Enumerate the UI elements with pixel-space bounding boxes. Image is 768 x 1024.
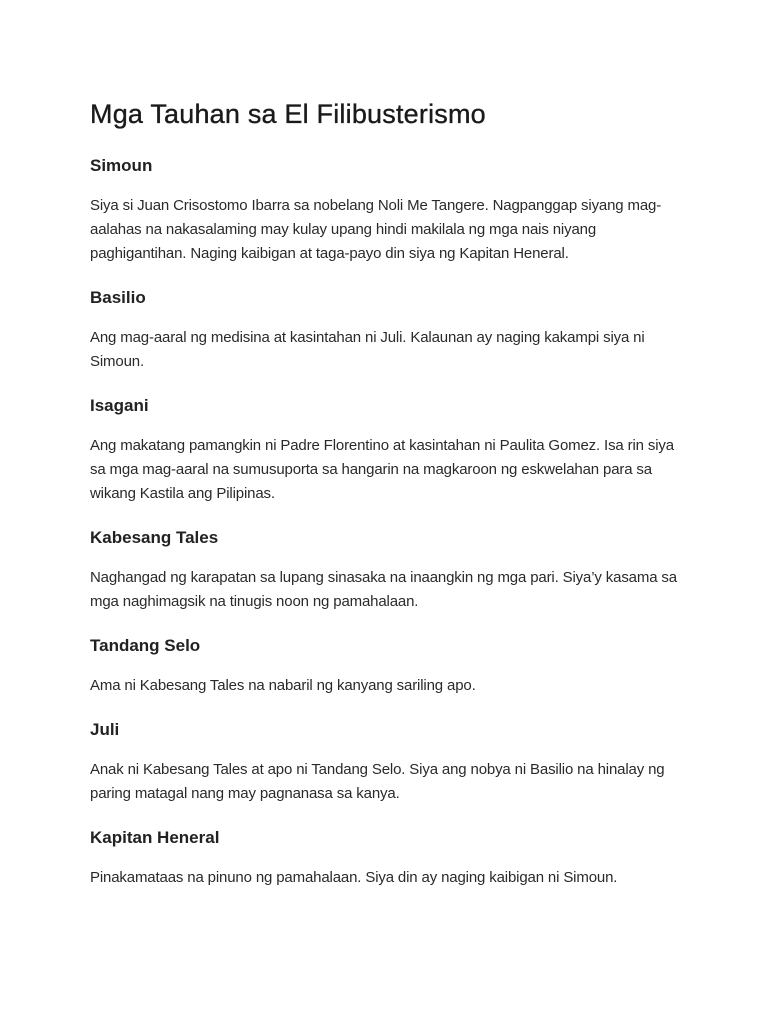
document-page — [90, 96, 690, 910]
character-name: Simoun — [90, 156, 153, 175]
character-description: Ang mag-aaral ng medisina at kasintahan ni Juli. Kalaunan ay naging kakampi siya ni Simoun. — [90, 329, 645, 370]
character-section-simoun — [90, 154, 690, 266]
character-name: Basilio — [90, 288, 146, 307]
document-title: Mga Tauhan sa El Filibusterismo — [90, 99, 486, 129]
character-description: Anak ni Kabesang Tales at apo ni Tandang Selo. Siya ang nobya ni Basilio na hinalay ng paring matagal nang may pagnanasa sa kanya. — [90, 761, 665, 802]
character-section-kapitan-heneral — [90, 826, 690, 890]
character-name: Isagani — [90, 396, 149, 415]
character-description: Pinakamataas na pinuno ng pamahalaan. Siya din ay naging kaibigan ni Simoun. — [90, 869, 618, 886]
character-section-kabesang-tales — [90, 526, 690, 614]
character-section-isagani — [90, 394, 690, 506]
character-description: Siya si Juan Crisostomo Ibarra sa nobelang Noli Me Tangere. Nagpanggap siyang mag-aalahas na nakasalaming may kulay upang hindi makilala ng mga nais niyang paghigantihan. Naging kaibigan at taga-payo din siya ng Kapitan Heneral. — [90, 197, 662, 262]
character-name: Kapitan Heneral — [90, 828, 220, 847]
character-description: Ama ni Kabesang Tales na nabaril ng kanyang sariling apo. — [90, 677, 476, 694]
character-section-basilio — [90, 286, 690, 374]
character-description: Naghangad ng karapatan sa lupang sinasaka na inaangkin ng mga pari. Siya’y kasama sa mga naghimagsik na tinugis noon ng pamahalaan. — [90, 569, 677, 610]
character-section-tandang-selo — [90, 634, 690, 698]
character-name: Tandang Selo — [90, 636, 201, 655]
character-section-juli — [90, 718, 690, 806]
character-name: Kabesang Tales — [90, 528, 219, 547]
character-description: Ang makatang pamangkin ni Padre Florentino at kasintahan ni Paulita Gomez. Isa rin siya sa mga mag-aaral na sumusuporta sa hangarin na magkaroon ng eskwelahan para sa wikang Kastila ang Pilipinas. — [90, 437, 674, 502]
character-name: Juli — [90, 720, 120, 739]
